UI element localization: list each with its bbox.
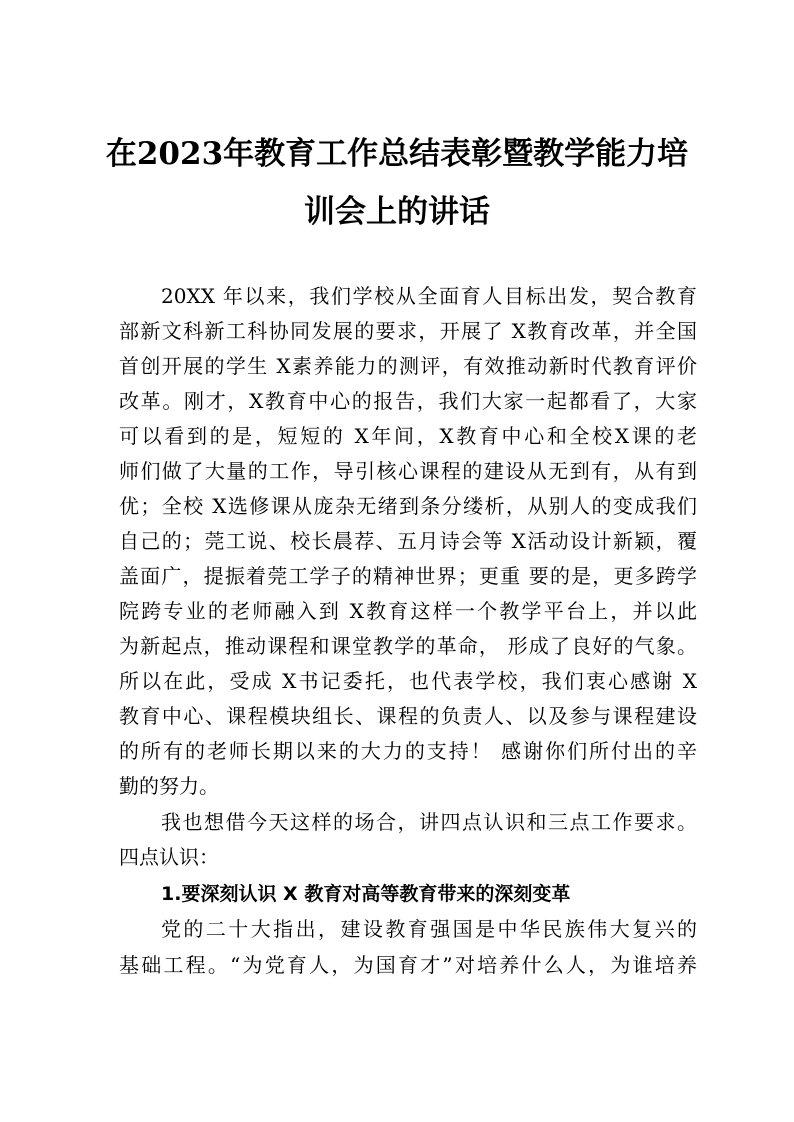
paragraph1-line: 优；全校 X选修课从庞杂无绪到条分缕析，从别人的变成我们 bbox=[119, 494, 697, 518]
paragraph1-line: 的所有的老师长期以来的大力的支持！ 感谢你们所付出的辛 bbox=[119, 739, 697, 763]
paragraph1-line: 可以看到的是，短短的 X年间，X教育中心和全校X课的老 bbox=[119, 424, 697, 448]
paragraph1-line: 教育中心、课程模块组长、课程的负责人、以及参与课程建设 bbox=[119, 704, 697, 728]
paragraph3-line: 基础工程。“为党育人，为国育才”对培养什么人，为谁培养 bbox=[119, 953, 697, 977]
paragraph1-line: 首创开展的学生 X素养能力的测评，有效推动新时代教育评价 bbox=[119, 354, 697, 378]
paragraph1-line: 院跨专业的老师融入到 X教育这样一个教学平台上，并以此 bbox=[119, 599, 697, 623]
paragraph1-line: 20XX 年以来，我们学校从全面育人目标出发，契合教育 bbox=[161, 284, 697, 308]
section-heading-1: 1.要深刻认识 X 教育对高等教育带来的深刻变革 bbox=[161, 883, 571, 905]
title-line-1: 在2023年教育工作总结表彰暨教学能力培 bbox=[105, 136, 689, 172]
paragraph2-line: 四点认识： bbox=[119, 845, 219, 869]
paragraph2-line: 我也想借今天这样的场合，讲四点认识和三点工作要求。 bbox=[161, 810, 697, 834]
paragraph1-line: 师们做了大量的工作，导引核心课程的建设从无到有，从有到 bbox=[119, 459, 697, 483]
paragraph1-line: 所以在此，受成 X书记委托，也代表学校，我们衷心感谢 X bbox=[119, 669, 697, 693]
paragraph1-line: 勤的努力。 bbox=[119, 774, 219, 798]
paragraph1-line: 改革。刚才，X教育中心的报告，我们大家一起都看了，大家 bbox=[119, 389, 697, 413]
title-line-2: 训会上的讲话 bbox=[304, 194, 490, 230]
paragraph1-line: 自己的；莞工说、校长晨荐、五月诗会等 X活动设计新颖，覆 bbox=[119, 529, 697, 553]
paragraph1-line: 为新起点，推动课程和课堂教学的革命， 形成了良好的气象。 bbox=[119, 634, 697, 658]
paragraph1-line: 盖面广，提振着莞工学子的精神世界；更重 要的是，更多跨学 bbox=[119, 564, 697, 588]
paragraph1-line: 部新文科新工科协同发展的要求，开展了 X教育改革，并全国 bbox=[119, 319, 697, 343]
paragraph3-line: 党的二十大指出，建设教育强国是中华民族伟大复兴的 bbox=[161, 917, 697, 941]
